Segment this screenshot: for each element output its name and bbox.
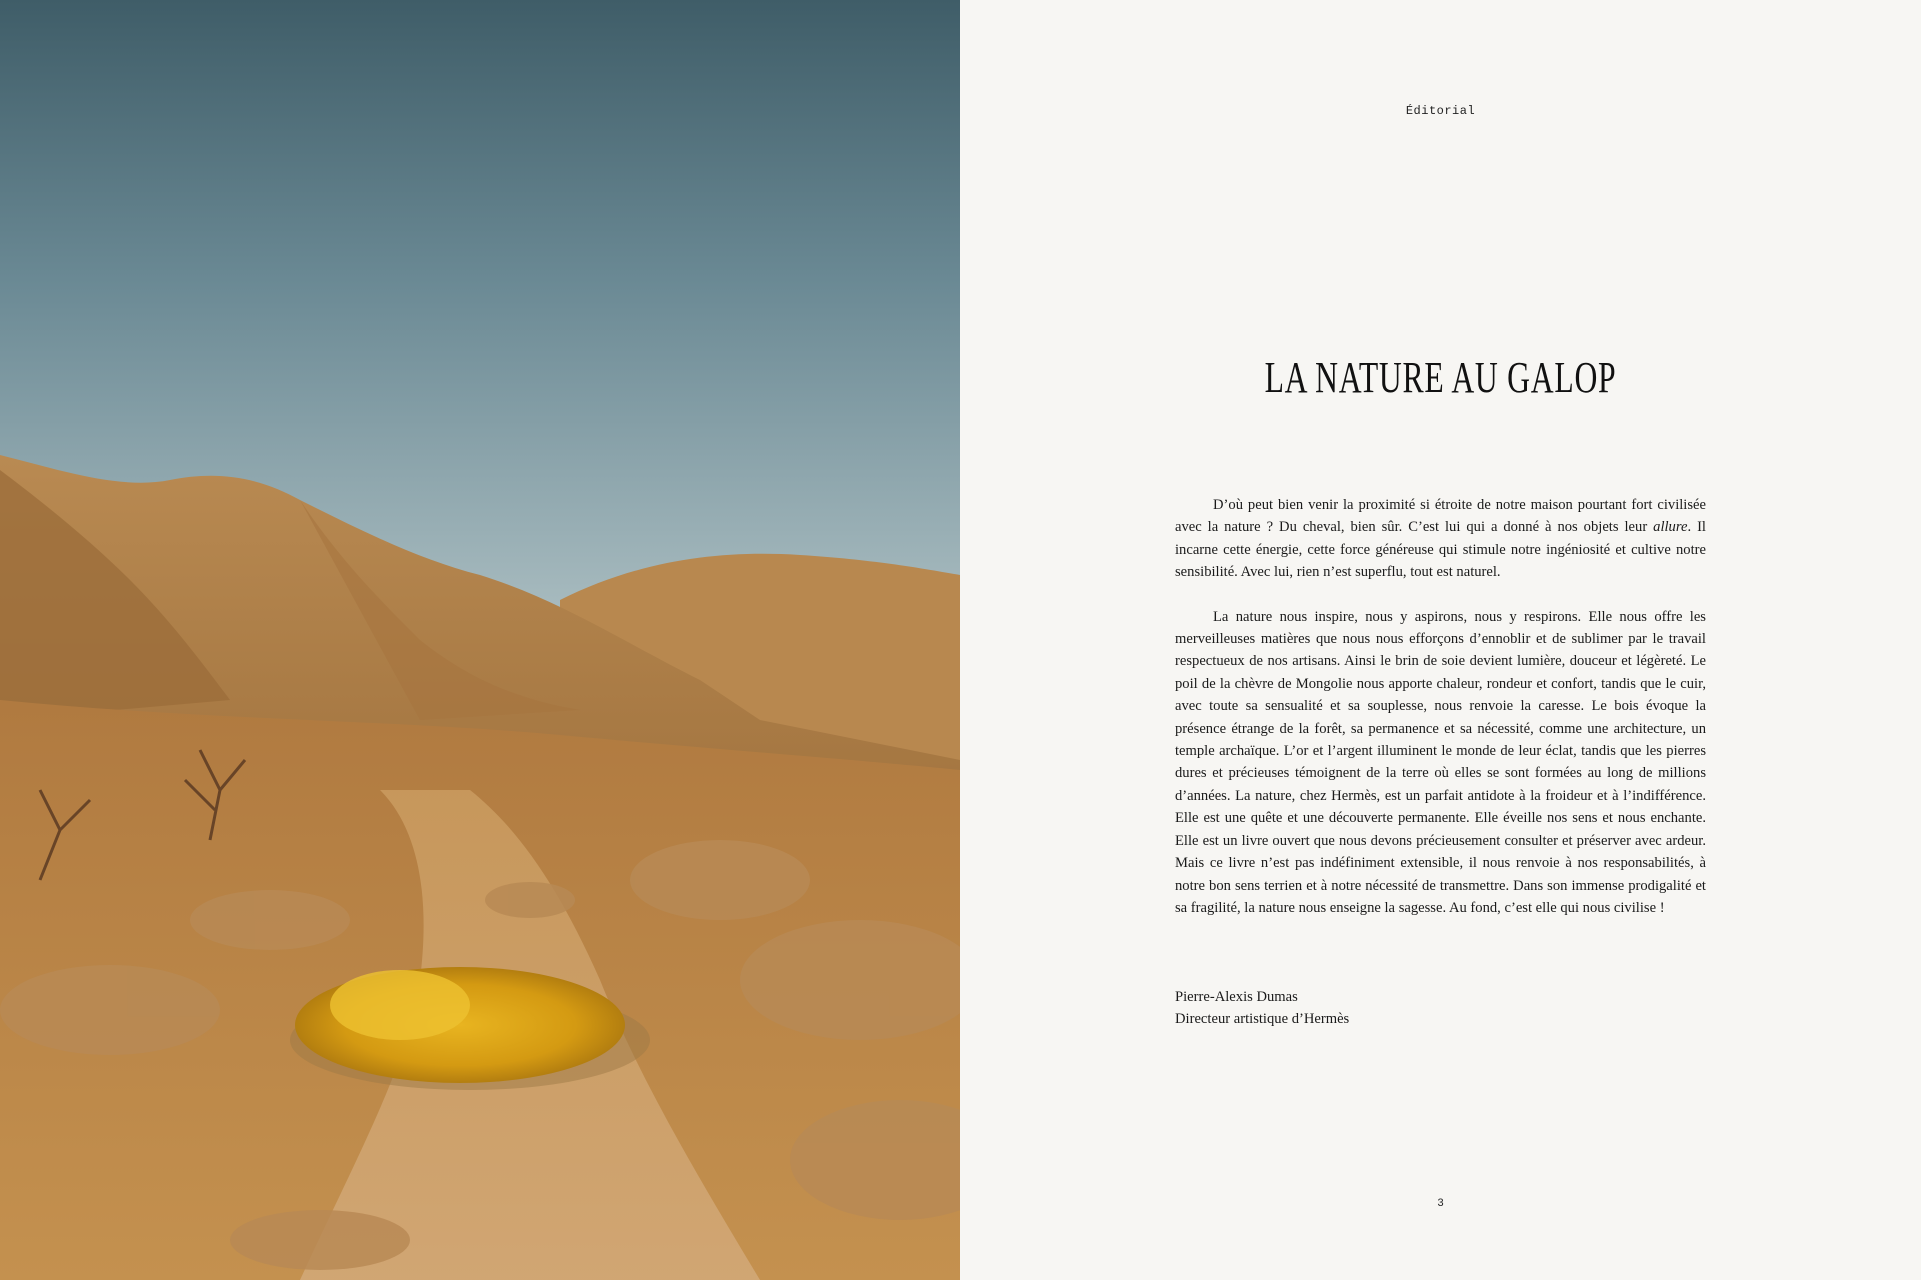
signature-role: Directeur artistique d’Hermès xyxy=(1175,1011,1350,1028)
paragraph-1-text-b: . Il incarne cette énergie, cette force généreuse qui stimule notre ingéniosité et cultive notre sensibilité. Avec lui, rien n’est superflu, tout est naturel. xyxy=(1175,519,1706,581)
desert-landscape-image xyxy=(0,0,960,1280)
editorial-article xyxy=(1175,494,1706,941)
article-paragraph-2: La nature nous inspire, nous y aspirons, nous y respirons. Elle nous offre les merveilleuses matières que nous nous efforçons d’ennoblir et de sublimer par le travail respectueux de nos artisans. Ainsi le brin de soie devient lumière, douceur et légèreté. Le poil de la chèvre de Mongolie nous apporte chaleur, rondeur et confort, tandis que le cuir, avec toute sa sensualité et sa souplesse, nous renvoie la caresse. Le bois évoque la présence étrange de la forêt, sa permanence et sa nécessité, comme une architecture, un temple archaïque. L’or et l’argent illuminent le monde de leur éclat, tandis que les pierres dures et précieuses témoignent de la terre où elles se sont formées au long de millions d’années. La nature, chez Hermès, est un parfait antidote à la froideur et à l’indifférence. Elle est une quête et une découverte permanente. Elle éveille nos sens et nous enchante. Elle est un livre ouvert que nous devons précieusement consulter et préserver avec ardeur. Mais ce livre n’est pas indéfiniment extensible, il nous renvoie à nos responsabilités, à notre bon sens terrien et à notre nécessité de transmettre. Dans son immense prodigalité et sa fragilité, la nature nous enseigne la sagesse. Au fond, c’est elle qui nous civilise ! xyxy=(1175,608,1706,916)
paragraph-1-text-a: D’où peut bien venir la proximité si étroite de notre maison pourtant fort civilisée avec la nature ? Du cheval, bien sûr. C’est lui qui a donné à nos objets leur xyxy=(1175,497,1706,536)
signature-name: Pierre-Alexis Dumas xyxy=(1175,989,1298,1005)
paragraph-1-italic-word: allure xyxy=(1653,519,1688,536)
page-number: 3 xyxy=(1437,1198,1444,1210)
editorial-text-page xyxy=(960,0,1921,1280)
page-title: LA NATURE AU GALOP xyxy=(1264,353,1617,402)
article-paragraph-1 xyxy=(1175,494,1706,584)
section-label: Éditorial xyxy=(1405,104,1476,118)
signature-block xyxy=(1175,986,1706,1031)
desert-landscape-photo xyxy=(0,0,960,1280)
